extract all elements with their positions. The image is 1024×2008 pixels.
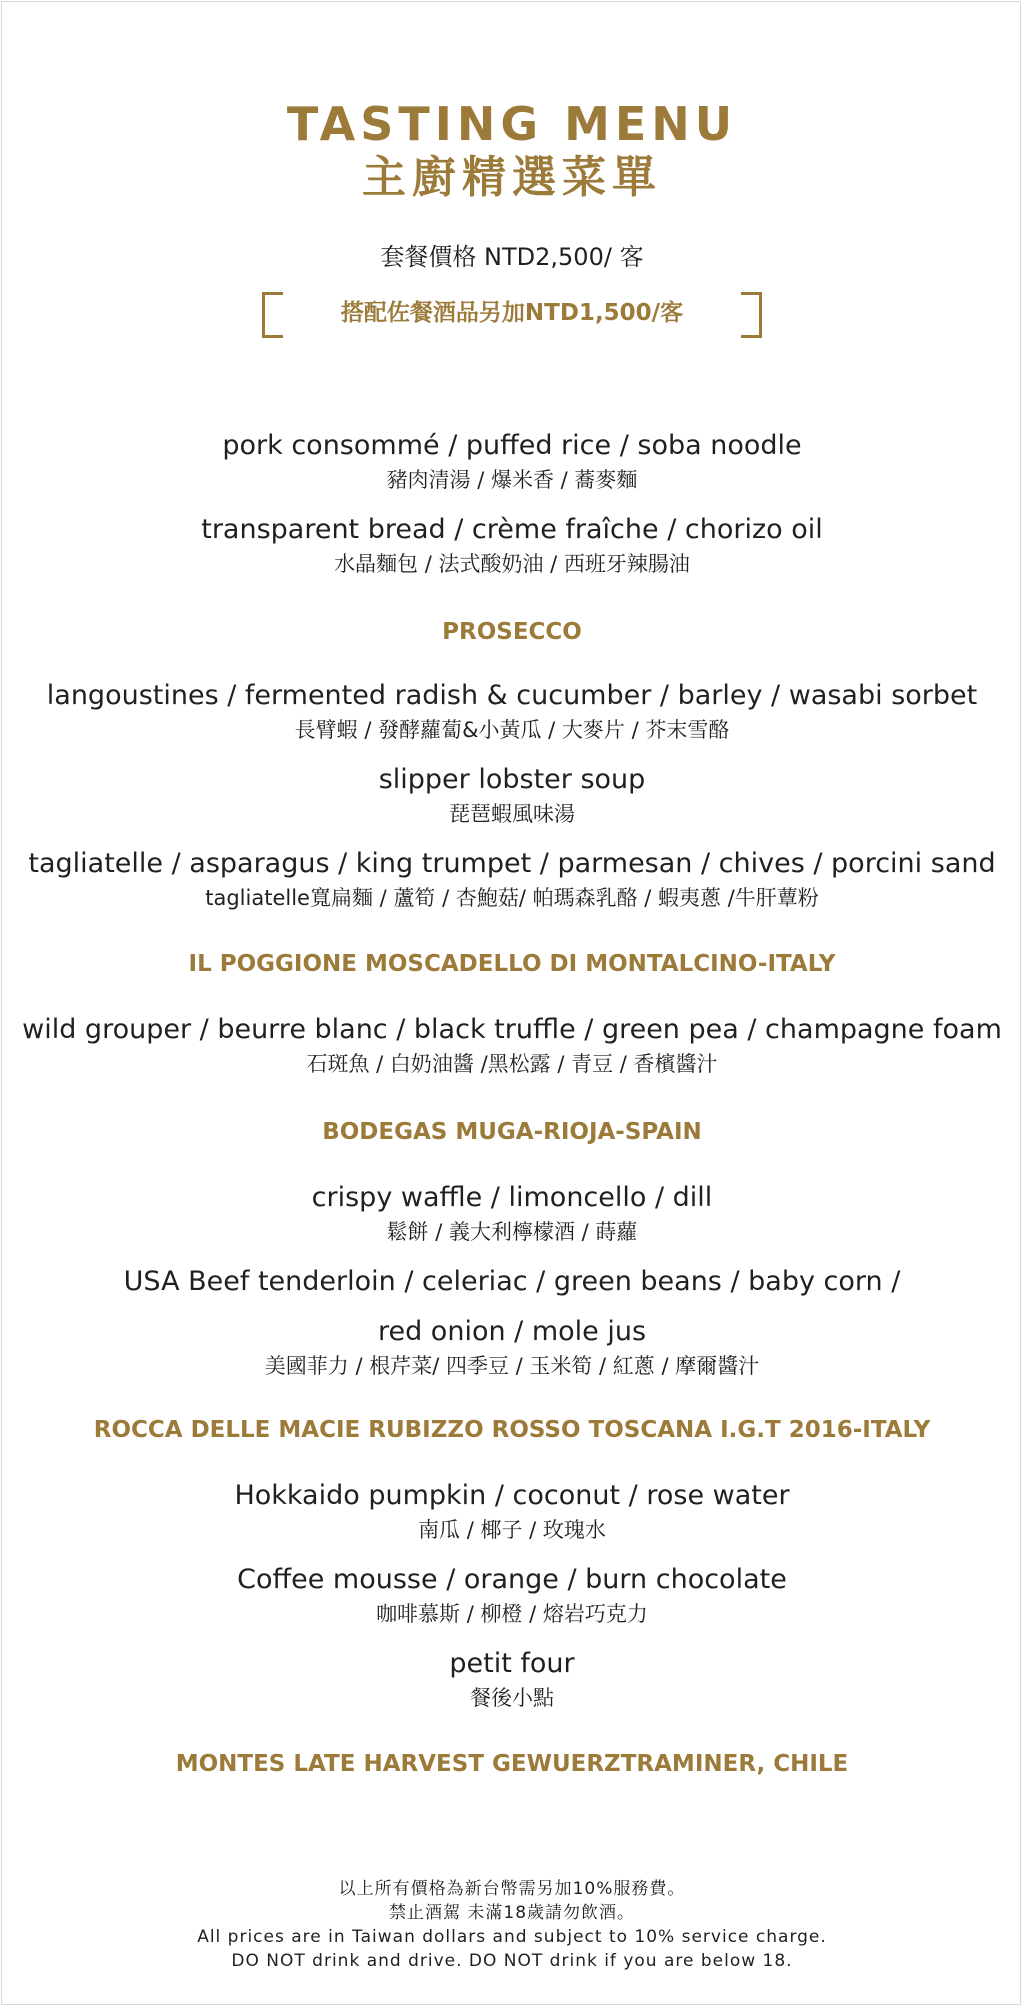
course-en: transparent bread / crème fraîche / chorizo oil	[201, 514, 823, 545]
footer-note-zh-1: 以上所有價格為新台幣需另加10%服務費。	[338, 1879, 686, 1899]
course-zh: 南瓜 / 椰子 / 玫瑰水	[418, 1518, 606, 1542]
course-zh: 水晶麵包 / 法式酸奶油 / 西班牙辣腸油	[334, 552, 690, 576]
pairing-price-box	[262, 292, 762, 338]
course-en: petit four	[449, 1648, 575, 1679]
menu-title-zh: 主廚精選菜單	[362, 152, 662, 203]
wine-pairing: PROSECCO	[442, 619, 582, 645]
course-en: Coffee mousse / orange / burn chocolate	[237, 1564, 787, 1595]
course-en: slipper lobster soup	[378, 764, 646, 795]
wine-pairing: ROCCA DELLE MACIE RUBIZZO ROSSO TOSCANA I.G.T 2016-ITALY	[93, 1417, 931, 1443]
footer-note-en-1: All prices are in Taiwan dollars and subject to 10% service charge.	[197, 1927, 827, 1947]
course-zh: 咖啡慕斯 / 柳橙 / 熔岩巧克力	[376, 1602, 648, 1626]
course-zh: 鬆餅 / 義大利檸檬酒 / 蒔蘿	[386, 1220, 638, 1244]
menu-title-en: TASTING MENU	[286, 97, 738, 151]
course-zh: 長臂蝦 / 發酵蘿蔔&小黃瓜 / 大麥片 / 芥末雪酪	[294, 718, 730, 742]
footer-note-zh-2: 禁止酒駕 未滿18歲請勿飲酒。	[388, 1903, 636, 1923]
course-en: tagliatelle / asparagus / king trumpet / parmesan / chives / porcini sand	[28, 848, 996, 879]
course-en: wild grouper / beurre blanc / black truffle / green pea / champagne foam	[22, 1014, 1002, 1045]
right-bracket	[741, 292, 762, 338]
pairing-price: 搭配佐餐酒品另加NTD1,500/客	[340, 300, 684, 326]
wine-pairing: MONTES LATE HARVEST GEWUERZTRAMINER, CHILE	[175, 1751, 849, 1777]
course-en-continued: red onion / mole jus	[377, 1316, 647, 1347]
course-en: crispy waffle / limoncello / dill	[311, 1182, 713, 1213]
course-en: pork consommé / puffed rice / soba noodle	[222, 430, 802, 461]
course-en: langoustines / fermented radish & cucumber / barley / wasabi sorbet	[46, 680, 978, 711]
course-zh: 餐後小點	[470, 1686, 554, 1710]
course-zh: tagliatelle寬扁麵 / 蘆筍 / 杏鮑菇/ 帕瑪森乳酪 / 蝦夷蔥 /牛肝蕈粉	[205, 886, 819, 910]
course-zh: 美國菲力 / 根芹菜/ 四季豆 / 玉米筍 / 紅蔥 / 摩爾醬汁	[264, 1354, 760, 1378]
wine-pairing: BODEGAS MUGA-RIOJA-SPAIN	[322, 1119, 702, 1145]
wine-pairing: IL POGGIONE MOSCADELLO DI MONTALCINO-ITALY	[188, 951, 836, 977]
set-price: 套餐價格 NTD2,500/ 客	[380, 243, 644, 271]
course-zh: 石斑魚 / 白奶油醬 /黑松露 / 青豆 / 香檳醬汁	[306, 1052, 718, 1076]
course-zh: 豬肉清湯 / 爆米香 / 蕎麥麵	[386, 468, 638, 492]
footer-note-en-2: DO NOT drink and drive. DO NOT drink if you are below 18.	[231, 1951, 793, 1971]
course-en: USA Beef tenderloin / celeriac / green beans / baby corn /	[123, 1266, 901, 1297]
course-en: Hokkaido pumpkin / coconut / rose water	[234, 1480, 790, 1511]
course-zh: 琵琶蝦風味湯	[449, 802, 575, 826]
